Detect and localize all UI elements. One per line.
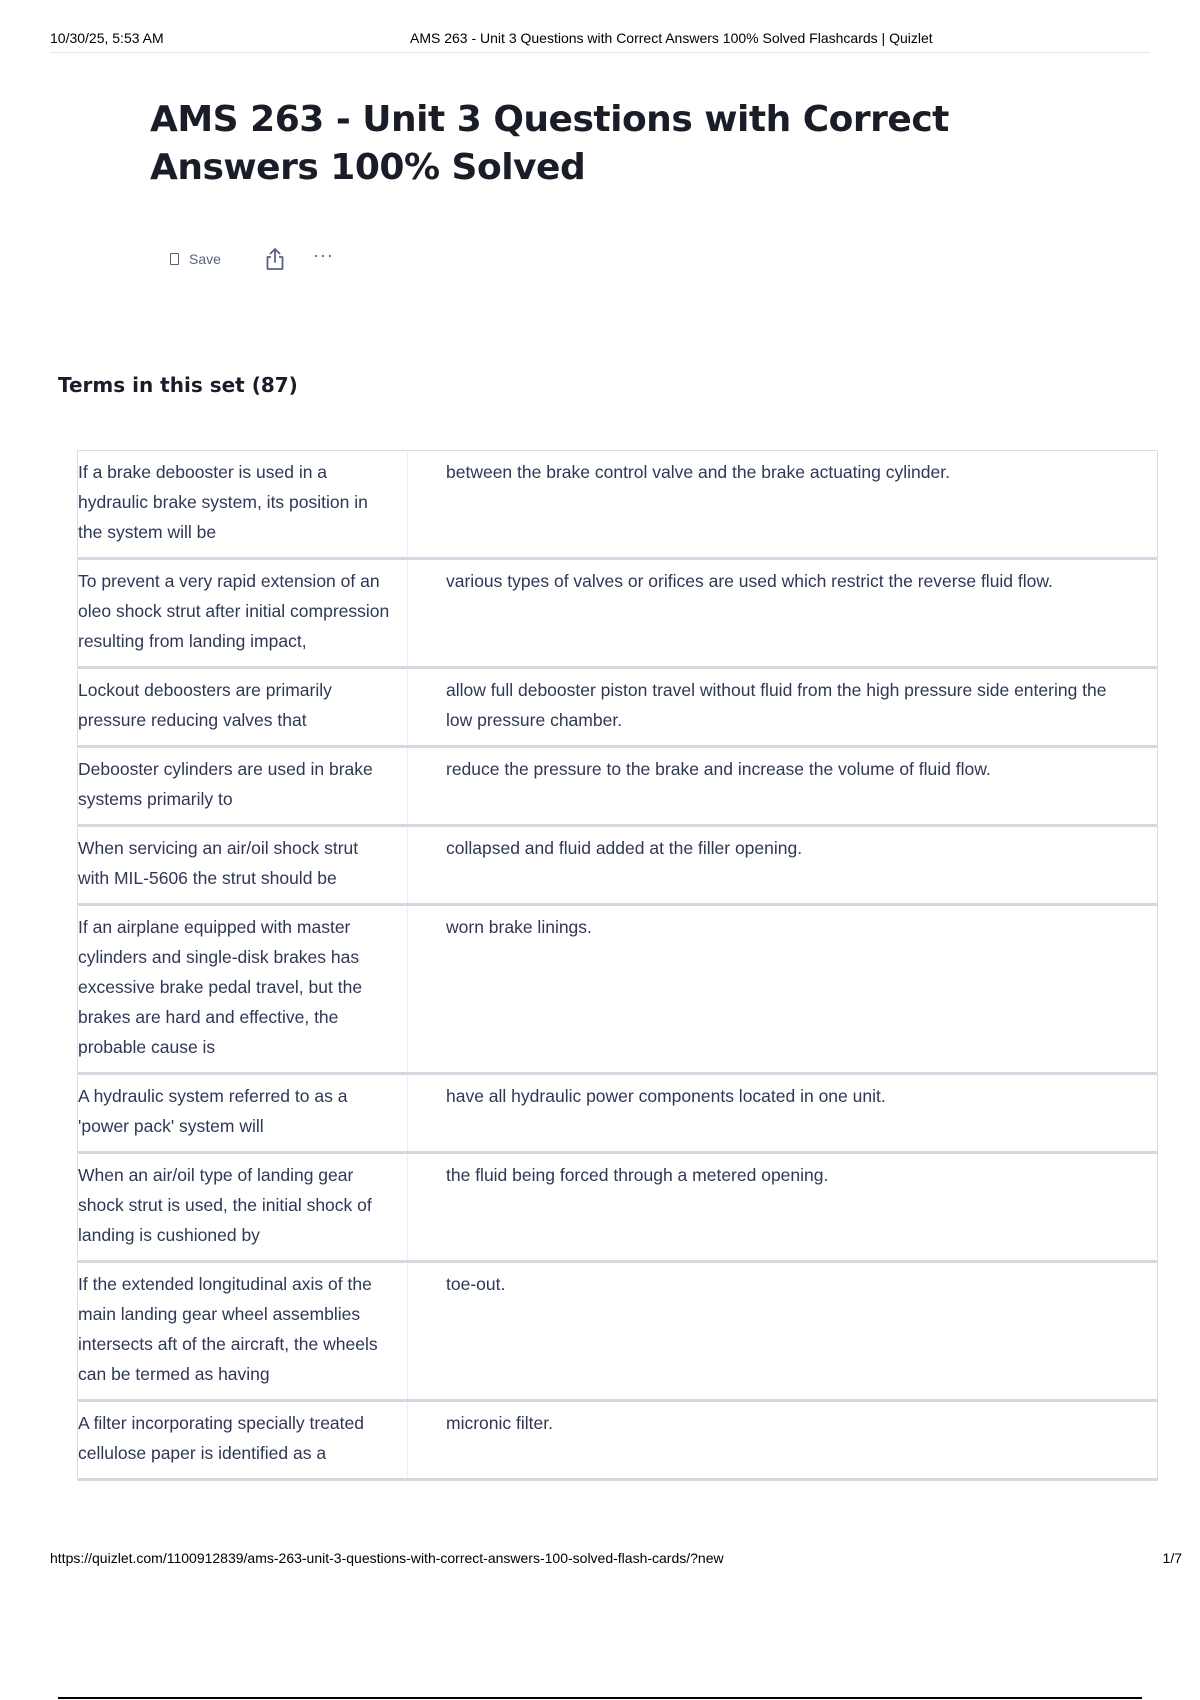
term-question: When servicing an air/oil shock strut with MIL-5606 the strut should be xyxy=(78,827,408,903)
terms-heading: Terms in this set (87) xyxy=(58,373,298,397)
share-icon xyxy=(265,247,285,271)
term-definition: toe-out. xyxy=(446,1274,506,1294)
term-definition: collapsed and fluid added at the filler opening. xyxy=(446,838,803,858)
term-row xyxy=(78,906,1157,1075)
term-definition: micronic filter. xyxy=(446,1413,553,1433)
bookmark-icon xyxy=(170,253,179,265)
term-definition: various types of valves or orifices are used which restrict the reverse fluid flow. xyxy=(446,571,1053,591)
print-url: https://quizlet.com/1100912839/ams-263-unit-3-questions-with-correct-answers-100-solved-flash-cards/?new xyxy=(50,1550,724,1566)
term-question: If the extended longitudinal axis of the main landing gear wheel assemblies intersects aft of the aircraft, the wheels can be termed as having xyxy=(78,1263,408,1399)
set-actions xyxy=(170,244,334,274)
print-doc-title: AMS 263 - Unit 3 Questions with Correct Answers 100% Solved Flashcards | Quizlet xyxy=(410,30,933,46)
term-definition: allow full debooster piston travel without fluid from the high pressure side entering the low pressure chamber. xyxy=(446,680,1107,730)
term-question: Debooster cylinders are used in brake systems primarily to xyxy=(78,748,408,824)
term-question: Lockout deboosters are primarily pressure reducing valves that xyxy=(78,669,408,745)
more-icon: ··· xyxy=(312,245,334,265)
term-question: A filter incorporating specially treated cellulose paper is identified as a xyxy=(78,1402,408,1478)
term-row xyxy=(78,451,1157,560)
term-question: To prevent a very rapid extension of an oleo shock strut after initial compression resulting from landing impact, xyxy=(78,560,408,666)
term-row xyxy=(78,669,1157,748)
term-row xyxy=(78,827,1157,906)
share-button[interactable] xyxy=(263,246,287,272)
save-button[interactable] xyxy=(170,251,221,267)
term-definition: the fluid being forced through a metered opening. xyxy=(446,1165,829,1185)
save-label: Save xyxy=(189,251,221,267)
more-options-button[interactable] xyxy=(312,245,334,268)
term-row xyxy=(78,1075,1157,1154)
term-row xyxy=(78,1154,1157,1263)
term-question: If a brake debooster is used in a hydraulic brake system, its position in the system will be xyxy=(78,451,408,557)
print-datetime: 10/30/25, 5:53 AM xyxy=(50,30,164,46)
term-question: A hydraulic system referred to as a 'power pack' system will xyxy=(78,1075,408,1151)
term-question: When an air/oil type of landing gear shock strut is used, the initial shock of landing is cushioned by xyxy=(78,1154,408,1260)
page-title: AMS 263 - Unit 3 Questions with Correct Answers 100% Solved xyxy=(150,99,949,188)
term-definition: between the brake control valve and the brake actuating cylinder. xyxy=(446,462,950,482)
page-bottom-rule xyxy=(58,1697,1142,1699)
term-definition: have all hydraulic power components located in one unit. xyxy=(446,1086,886,1106)
term-question: If an airplane equipped with master cylinders and single-disk brakes has excessive brake pedal travel, but the brakes are hard and effective, the probable cause is xyxy=(78,906,408,1072)
term-definition: reduce the pressure to the brake and increase the volume of fluid flow. xyxy=(446,759,991,779)
term-row xyxy=(78,748,1157,827)
print-page-number: 1/7 xyxy=(1162,1550,1182,1566)
term-row xyxy=(78,560,1157,669)
term-row xyxy=(78,1402,1157,1481)
term-definition: worn brake linings. xyxy=(446,917,592,937)
term-row xyxy=(78,1263,1157,1402)
terms-list xyxy=(77,450,1158,1481)
print-footer xyxy=(50,1550,1182,1566)
print-header xyxy=(50,28,1150,53)
